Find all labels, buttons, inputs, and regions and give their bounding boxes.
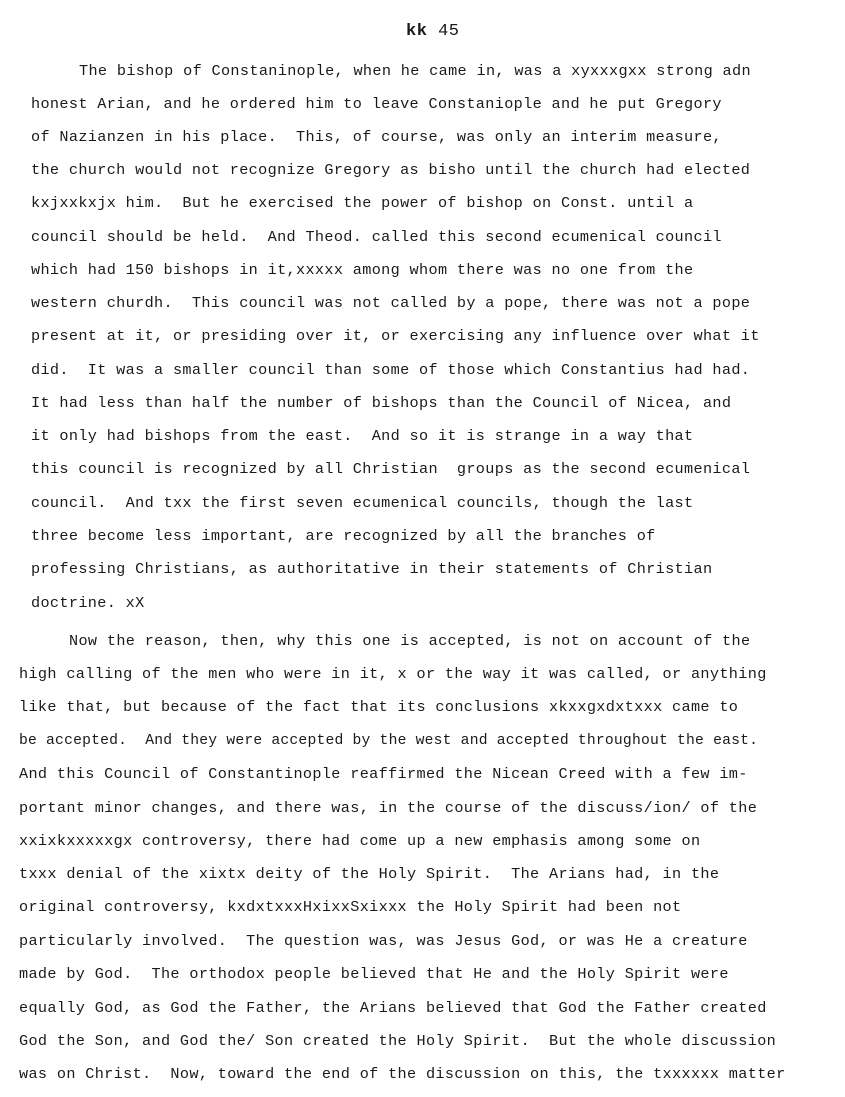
text-line: which had 150 bishops in it,xxxxx among whom there was no one from the — [31, 261, 694, 279]
text-line: present at it, or presiding over it, or exercising any influence over what it — [31, 327, 760, 345]
text-line: was on Christ. Now, toward the end of the discussion on this, the txxxxxx matter — [19, 1065, 786, 1083]
text-line: council. And txx the first seven ecumenical councils, though the last — [31, 494, 694, 512]
text-line: high calling of the men who were in it, x or the way it was called, or anything — [19, 665, 767, 683]
text-line: the church would not recognize Gregory as bisho until the church had elected — [31, 161, 751, 179]
text-line: original controversy, kxdxtxxxHxixxSxixxx the Holy Spirit had been not — [19, 898, 682, 916]
text-line: portant minor changes, and there was, in the course of the discuss/ion/ of the — [19, 799, 758, 817]
text-line: equally God, as God the Father, the Arians believed that God the Father created — [19, 999, 767, 1017]
text-line: particularly involved. The question was, was Jesus God, or was He a creature — [19, 932, 748, 950]
text-line: God the Son, and God the/ Son created the Holy Spirit. But the whole discussion — [19, 1032, 777, 1050]
text-line: western churdh. This council was not called by a pope, there was not a pope — [31, 294, 751, 312]
text-line: be accepted. And they were accepted by the west and accepted throughout the east. — [19, 733, 759, 749]
page-number — [406, 22, 460, 41]
text-line: made by God. The orthodox people believed that He and the Holy Spirit were — [19, 965, 729, 983]
text-line: council should be held. And Theod. called this second ecumenical council — [31, 228, 722, 246]
text-line: three become less important, are recognized by all the branches of — [31, 527, 656, 545]
text-line: of Nazianzen in his place. This, of course, was only an interim measure, — [31, 128, 722, 146]
text-line: Now the reason, then, why this one is accepted, is not on account of the — [69, 632, 751, 650]
text-line: And this Council of Constantinople reaffirmed the Nicean Creed with a few im- — [19, 765, 748, 783]
text-line: professing Christians, as authoritative in their statements of Christian — [31, 560, 713, 578]
text-line: it only had bishops from the east. And so it is strange in a way that — [31, 427, 694, 445]
page-number-strikeout: kk — [406, 22, 428, 41]
text-line: honest Arian, and he ordered him to leave Constaniople and he put Gregory — [31, 95, 722, 113]
text-line: this council is recognized by all Christian groups as the second ecumenical — [31, 460, 751, 478]
text-line: like that, but because of the fact that its conclusions xkxxgxdxtxxx came to — [19, 698, 739, 716]
page-number-value: 45 — [438, 22, 460, 41]
text-line: xxixkxxxxxgx controversy, there had come up a new emphasis among some on — [19, 832, 701, 850]
text-line: did. It was a smaller council than some of those which Constantius had had. — [31, 361, 751, 379]
text-line: doctrine. xX — [31, 594, 145, 612]
text-line: The bishop of Constaninople, when he came in, was a xyxxxgxx strong adn — [79, 62, 751, 80]
text-line: txxx denial of the xixtx deity of the Holy Spirit. The Arians had, in the — [19, 865, 720, 883]
text-line: It had less than half the number of bishops than the Council of Nicea, and — [31, 394, 732, 412]
text-line: kxjxxkxjx him. But he exercised the power of bishop on Const. until a — [31, 194, 694, 212]
